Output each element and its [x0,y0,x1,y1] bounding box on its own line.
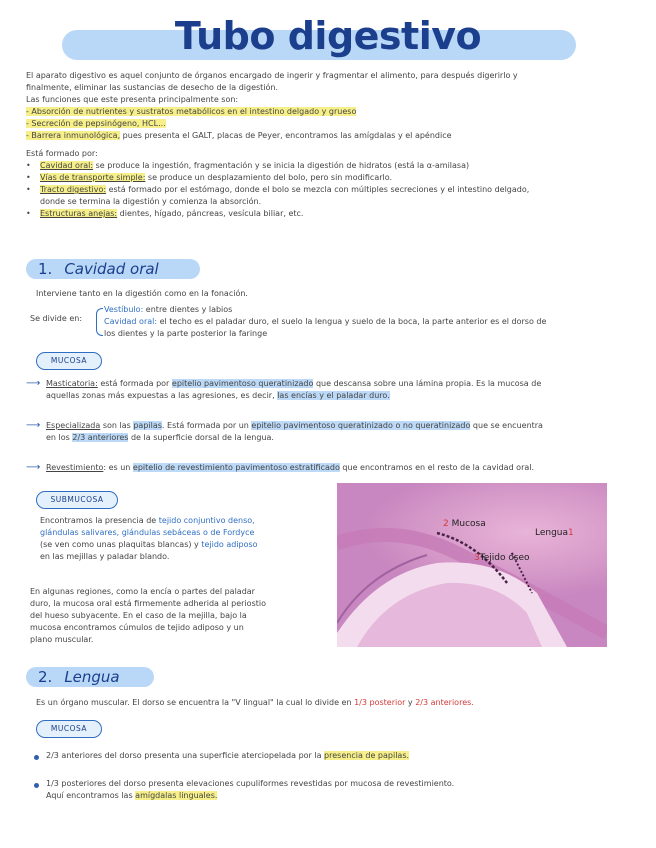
function-item: - Absorción de nutrientes y sustratos metabólicos en el intestino delgado y grueso [26,107,357,116]
text: plano muscular. [30,635,94,644]
divide-text: el techo es el paladar duro, el suelo la lengua y suelo de la boca, la parte anterior es el dorso de [157,317,547,326]
text: Aquí encontramos las [46,791,136,800]
structure-text: se produce un desplazamiento del bolo, pero sin modificarlo. [145,173,393,182]
mucosa-tag: MUCOSA [36,720,102,738]
mucosa-revestimiento [46,462,636,474]
text: . Está formada por un [161,421,252,430]
structure-term: Estructuras anejas: [40,209,118,218]
highlight: 2/3 anteriores [72,433,129,442]
bullet: • [26,185,31,194]
text: que se encuentra [470,421,543,430]
intro-block [26,70,626,220]
bullet: • [26,209,31,218]
s2-intro [36,697,636,709]
lengua-item [46,778,636,802]
divide-text: los dientes y la parte posterior la faringe [104,329,268,338]
highlight: amígdalas linguales. [135,791,218,800]
text: está formada por [97,379,172,388]
term: Revestimiento [46,463,104,472]
structure-term: Cavidad oral: [40,161,94,170]
arrow-right-icon: ⟶ [26,378,41,389]
text: En algunas regiones, como la encía o partes del paladar [30,587,255,596]
function-item-text: pues presenta el GALT, placas de Peyer, encontramos las amígdalas y el apéndice [120,131,452,140]
structure-term: Tracto digestivo: [40,185,107,194]
highlight: papilas [133,421,162,430]
function-item: - Barrera inmunológica, [26,131,121,140]
structure-text: dientes, hígado, páncreas, vesícula biliar, etc. [117,209,304,218]
arrow-right-icon: ⟶ [26,462,41,473]
text: del hueso subyacente. En el caso de la mejilla, bajo la [30,611,247,620]
divide-list [104,304,624,340]
section-title: Lengua [64,668,120,686]
submucosa-text [40,515,330,563]
image-label-lengua [535,528,574,538]
bullet: • [26,161,31,170]
s1-intro: Interviene tanto en la digestión como en la fonación. [36,289,248,298]
text: son las [100,421,134,430]
divide-term: Cavidad oral: [104,317,158,326]
section-number: 1. [38,260,53,278]
label-text: Tejido óseo [479,553,530,563]
term: 2/3 anteriores. [415,698,474,707]
label-number: 3 [474,553,480,563]
highlight: las encías y el paladar duro. [277,391,390,400]
section-heading-cavidad-oral [26,259,200,279]
lengua-item [46,750,636,762]
page-title: Tubo digestivo [174,14,482,58]
arrow-right-icon: ⟶ [26,420,41,431]
bullet: • [26,173,31,182]
divide-term: Vestíbulo: [104,305,144,314]
structure-text: se produce la ingestión, fragmentación y se inicia la digestión de hidratos (está la α-amilasa) [93,161,470,170]
text: (se ven como unas plaquitas blancas) y [40,540,202,549]
function-item: - Secreción de pepsinógeno, HCL... [26,119,166,128]
submucosa-tag: SUBMUCOSA [36,491,118,509]
text: en los [46,433,73,442]
term: tejido adiposo [201,540,258,549]
text: de la superficie dorsal de la lengua. [128,433,274,442]
regiones-text [30,586,330,646]
text: 1/3 posteriores del dorso presenta elevaciones cupuliformes revestidas por mucosa de revestimiento. [46,779,455,788]
text: que descansa sobre una lámina propia. Es la mucosa de [313,379,542,388]
mucosa-masticatoria [46,378,636,402]
text: que encontramos en el resto de la cavidad oral. [339,463,535,472]
image-label-tejido-oseo [474,553,530,563]
bullet-dot-icon [34,783,39,788]
intro-line: Las funciones que este presenta principalmente son: [26,95,239,104]
text: Es un órgano muscular. El dorso se encuentra la "V lingual" la cual lo divide en [36,698,355,707]
text: en las mejillas y paladar blando. [40,552,170,561]
highlight: epitelio pavimentoso queratinizado [171,379,314,388]
mucosa-tag: MUCOSA [36,352,102,370]
text: aquellas zonas más expuestas a las agresiones, es decir, [46,391,278,400]
text: mucosa encontramos cúmulos de tejido adiposo y un [30,623,244,632]
section-number: 2. [38,668,53,686]
section-title: Cavidad oral [64,260,159,278]
section-heading-lengua [26,667,154,687]
divide-text: entre dientes y labios [143,305,233,314]
mucosa-especializada [46,420,641,444]
histology-image [337,483,607,647]
structure-text: donde se termina la digestión y comienza la absorción. [40,197,262,206]
label-number: 2 [443,519,449,529]
bullet-dot-icon [34,755,39,760]
text: Encontramos la presencia de [40,516,159,525]
highlight: presencia de papilas. [324,751,410,760]
highlight: epitelio pavimentoso queratinizado o no queratinizado [251,421,471,430]
text: : es un [103,463,133,472]
histology-drawing [337,483,607,647]
term: Especializada [46,421,101,430]
term: glándulas salivares, glándulas sebáceas o de Fordyce [40,528,255,537]
structure-term: Vías de transporte simple: [40,173,146,182]
divide-label: Se divide en: [30,314,83,323]
text: y [405,698,416,707]
term: tejido conjuntivo denso, [158,516,255,525]
brace-icon [96,308,103,336]
structure-text: está formado por el estómago, donde el bolo se mezcla con múltiples secreciones y el intestino delgado, [106,185,530,194]
highlight: epitelio de revestimiento pavimentoso estratificado [132,463,340,472]
term: 1/3 posterior [354,698,406,707]
intro-line: Está formado por: [26,149,98,158]
term: Masticatoria: [46,379,98,388]
text: 2/3 anteriores del dorso presenta una superficie aterciopelada por la [46,751,325,760]
intro-line: finalmente, eliminar las sustancias de desecho de la digestión. [26,83,279,92]
intro-line: El aparato digestivo es aquel conjunto de órganos encargado de ingerir y fragmentar el alimento, para después digerirlo y [26,71,518,80]
text: duro, la mucosa oral está firmemente adherida al periostio [30,599,266,608]
label-number: 1 [568,528,574,538]
label-text: Lengua [535,528,569,538]
label-text: Mucosa [451,519,486,529]
image-label-mucosa [443,519,486,529]
